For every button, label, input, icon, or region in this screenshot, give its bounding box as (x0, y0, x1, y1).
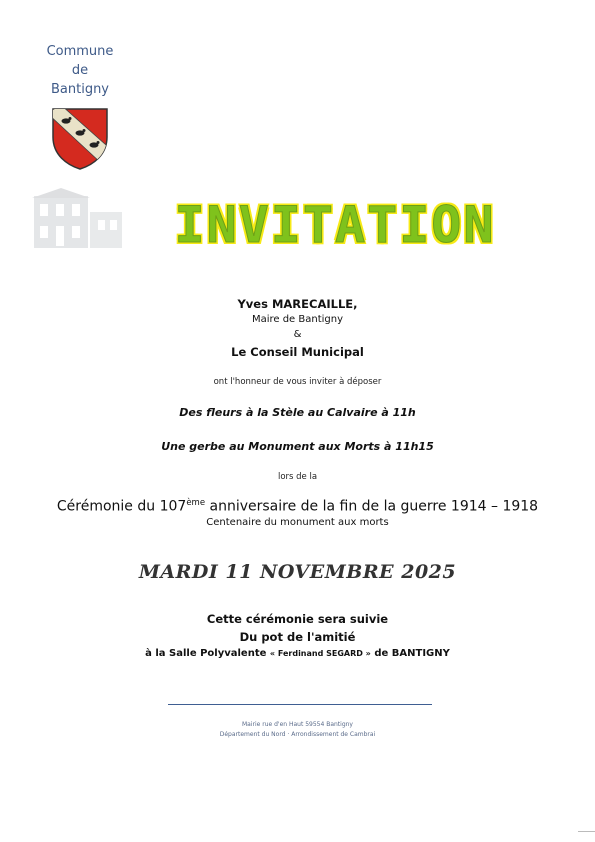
council-name: Le Conseil Municipal (231, 345, 364, 359)
venue-suffix: de BANTIGNY (370, 648, 450, 659)
shield-red-with-ducks-icon (51, 107, 109, 171)
mayor-role: Maire de Bantigny (251, 314, 344, 325)
invite-line: ont l'honneur de vous inviter à déposer (213, 377, 382, 387)
ceremony-title (0, 498, 595, 515)
ampersand: & (293, 329, 302, 340)
followup-line-2: Du pot de l'amitié (239, 630, 356, 644)
commune-line: de (71, 63, 89, 78)
venue-prefix: à la Salle Polyvalente (145, 648, 270, 659)
footer-address: Mairie rue d'en Haut 59554 Bantigny (241, 721, 353, 728)
venue-name: « Ferdinand SEGARD » (269, 649, 371, 658)
followup-line-1: Cette cérémonie sera suivie (206, 612, 389, 626)
footer-divider (168, 704, 432, 705)
mayor-name: Yves MARECAILLE, (237, 297, 358, 311)
connector-text: lors de la (277, 472, 318, 482)
commune-name (20, 42, 140, 99)
page-corner-mark (578, 831, 595, 832)
event-date: MARDI 11 NOVEMBRE 2025 (138, 561, 457, 583)
commune-line: Commune (46, 44, 114, 59)
followup-venue (0, 648, 595, 659)
ceremony-prefix: Cérémonie du 107 (56, 498, 187, 515)
invitation-title: INVITATION (174, 196, 496, 254)
offering-wreath: Une gerbe au Monument aux Morts à 11h15 (161, 440, 434, 453)
commune-line: Bantigny (50, 82, 110, 97)
faded-town-hall-icon (28, 186, 126, 250)
offering-flowers: Des fleurs à la Stèle au Calvaire à 11h (179, 406, 416, 419)
ceremony-superscript: ème (186, 498, 206, 508)
ceremony-subtitle: Centenaire du monument aux morts (206, 517, 389, 528)
ceremony-suffix: anniversaire de la fin de la guerre 1914 – 1918 (205, 498, 539, 515)
footer-department: Département du Nord · Arrondissement de Cambrai (219, 731, 376, 738)
